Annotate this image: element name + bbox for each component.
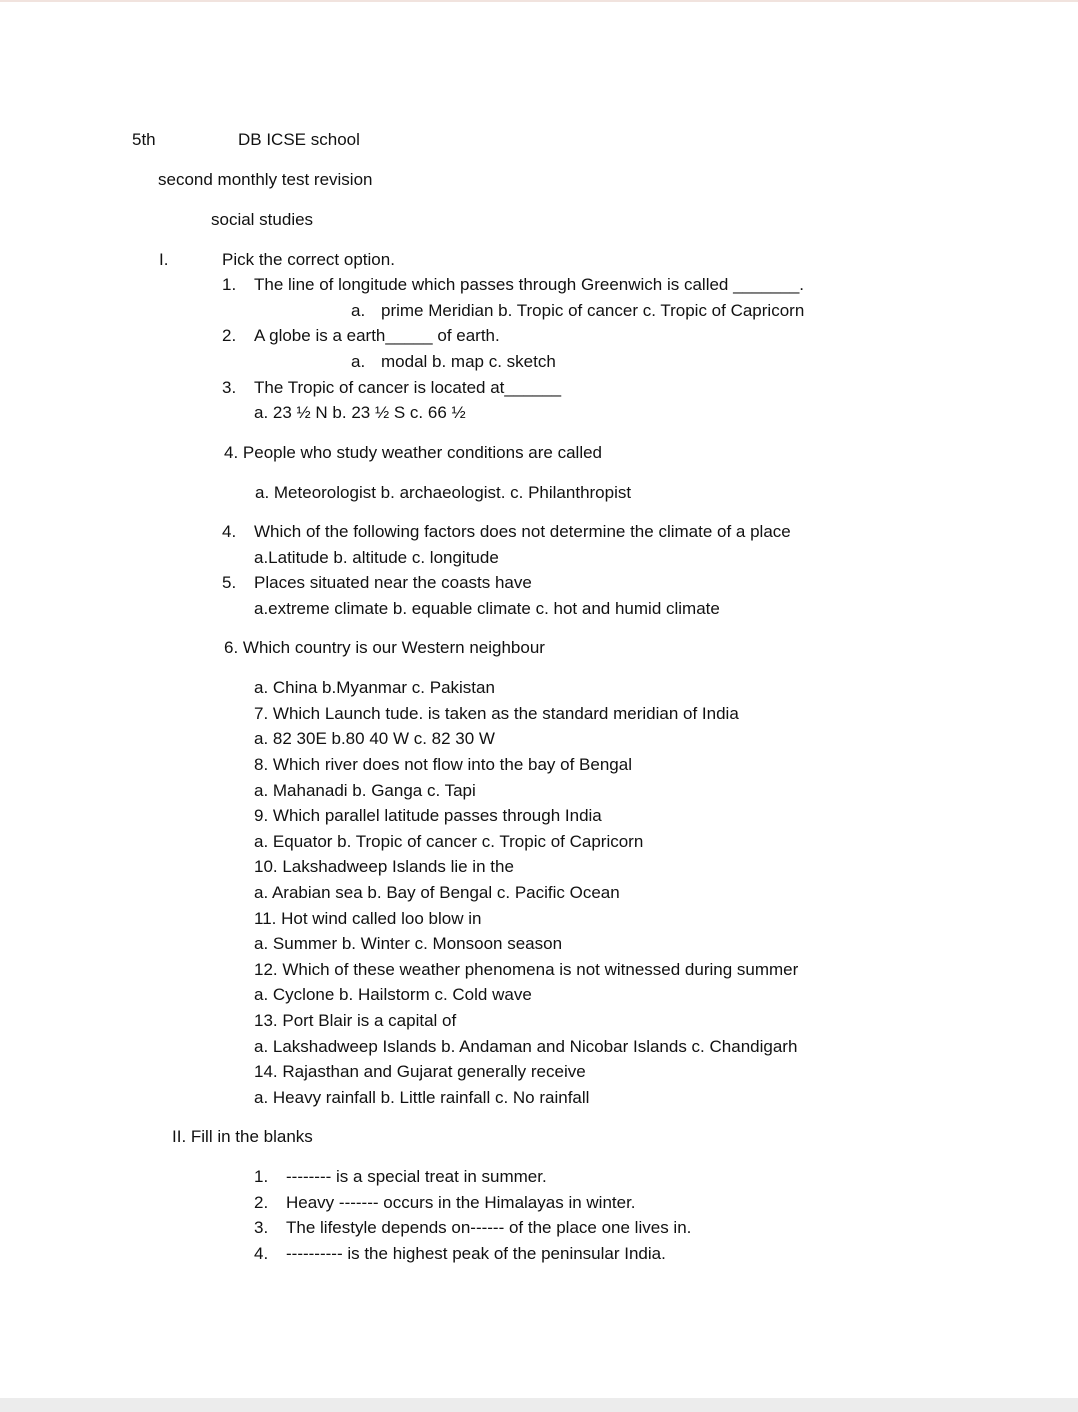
question-text: 10. Lakshadweep Islands lie in the [254,857,514,876]
question-number: 1. [222,275,237,294]
options-text: a. Heavy rainfall b. Little rainfall c. No rainfall [254,1088,590,1107]
top-edge-line [0,0,1078,2]
blank-text: Heavy ------- occurs in the Himalayas in winter. [286,1193,636,1212]
question-text: 13. Port Blair is a capital of [254,1011,457,1030]
blank-number: 2. [254,1193,269,1212]
question-text: 7. Which Launch tude. is taken as the standard meridian of India [254,704,739,723]
options-text: a. Cyclone b. Hailstorm c. Cold wave [254,985,532,1004]
question-text: A globe is a earth_____ of earth. [254,326,500,345]
question-number: 3. [222,378,237,397]
section-1-numeral: I. [159,250,169,269]
question-text: 9. Which parallel latitude passes through India [254,806,602,825]
question-number: 5. [222,573,237,592]
options-text: a. Lakshadweep Islands b. Andaman and Nicobar Islands c. Chandigarh [254,1037,798,1056]
test-title: second monthly test revision [158,170,373,189]
options-text: a. Equator b. Tropic of cancer c. Tropic of Capricorn [254,832,644,851]
question-text: 11. Hot wind called loo blow in [254,909,482,928]
grade-label: 5th [132,130,156,149]
options-text: a. Meteorologist b. archaeologist. c. Philanthropist [255,483,632,502]
blank-number: 4. [254,1244,269,1263]
options-text: a. Summer b. Winter c. Monsoon season [254,934,563,953]
blank-text: The lifestyle depends on------ of the place one lives in. [286,1218,692,1237]
option-marker: a. [351,352,366,371]
blank-text: ---------- is the highest peak of the peninsular India. [286,1244,666,1263]
school-name: DB ICSE school [238,130,360,149]
question-text: The Tropic of cancer is located at______ [254,378,562,397]
subject-title: social studies [211,210,314,229]
options-text: a. 82 30E b.80 40 W c. 82 30 W [254,729,495,748]
question-text: 14. Rajasthan and Gujarat generally receive [254,1062,586,1081]
section-2-title: II. Fill in the blanks [172,1127,313,1146]
options-text: a. Mahanadi b. Ganga c. Tapi [254,781,476,800]
options-text: modal b. map c. sketch [381,352,556,371]
options-text: a. 23 ½ N b. 23 ½ S c. 66 ½ [254,403,466,422]
blank-number: 3. [254,1218,269,1237]
section-1-title: Pick the correct option. [222,250,395,269]
question-text: 8. Which river does not flow into the bay of Bengal [254,755,632,774]
question-text: 6. Which country is our Western neighbour [224,638,545,657]
question-number: 2. [222,326,237,345]
options-text: a. Arabian sea b. Bay of Bengal c. Pacific Ocean [254,883,620,902]
option-marker: a. [351,301,366,320]
blank-number: 1. [254,1167,269,1186]
bottom-bar [0,1398,1078,1412]
blank-text: -------- is a special treat in summer. [286,1167,547,1186]
options-text: a.Latitude b. altitude c. longitude [254,548,499,567]
options-text: prime Meridian b. Tropic of cancer c. Tropic of Capricorn [381,301,805,320]
question-text: 12. Which of these weather phenomena is not witnessed during summer [254,960,799,979]
question-text: 4. People who study weather conditions are called [224,443,603,462]
question-text: Which of the following factors does not determine the climate of a place [254,522,791,541]
options-text: a.extreme climate b. equable climate c. hot and humid climate [254,599,720,618]
question-text: Places situated near the coasts have [254,573,532,592]
options-text: a. China b.Myanmar c. Pakistan [254,678,495,697]
question-number: 4. [222,522,237,541]
question-text: The line of longitude which passes through Greenwich is called _______. [254,275,805,294]
